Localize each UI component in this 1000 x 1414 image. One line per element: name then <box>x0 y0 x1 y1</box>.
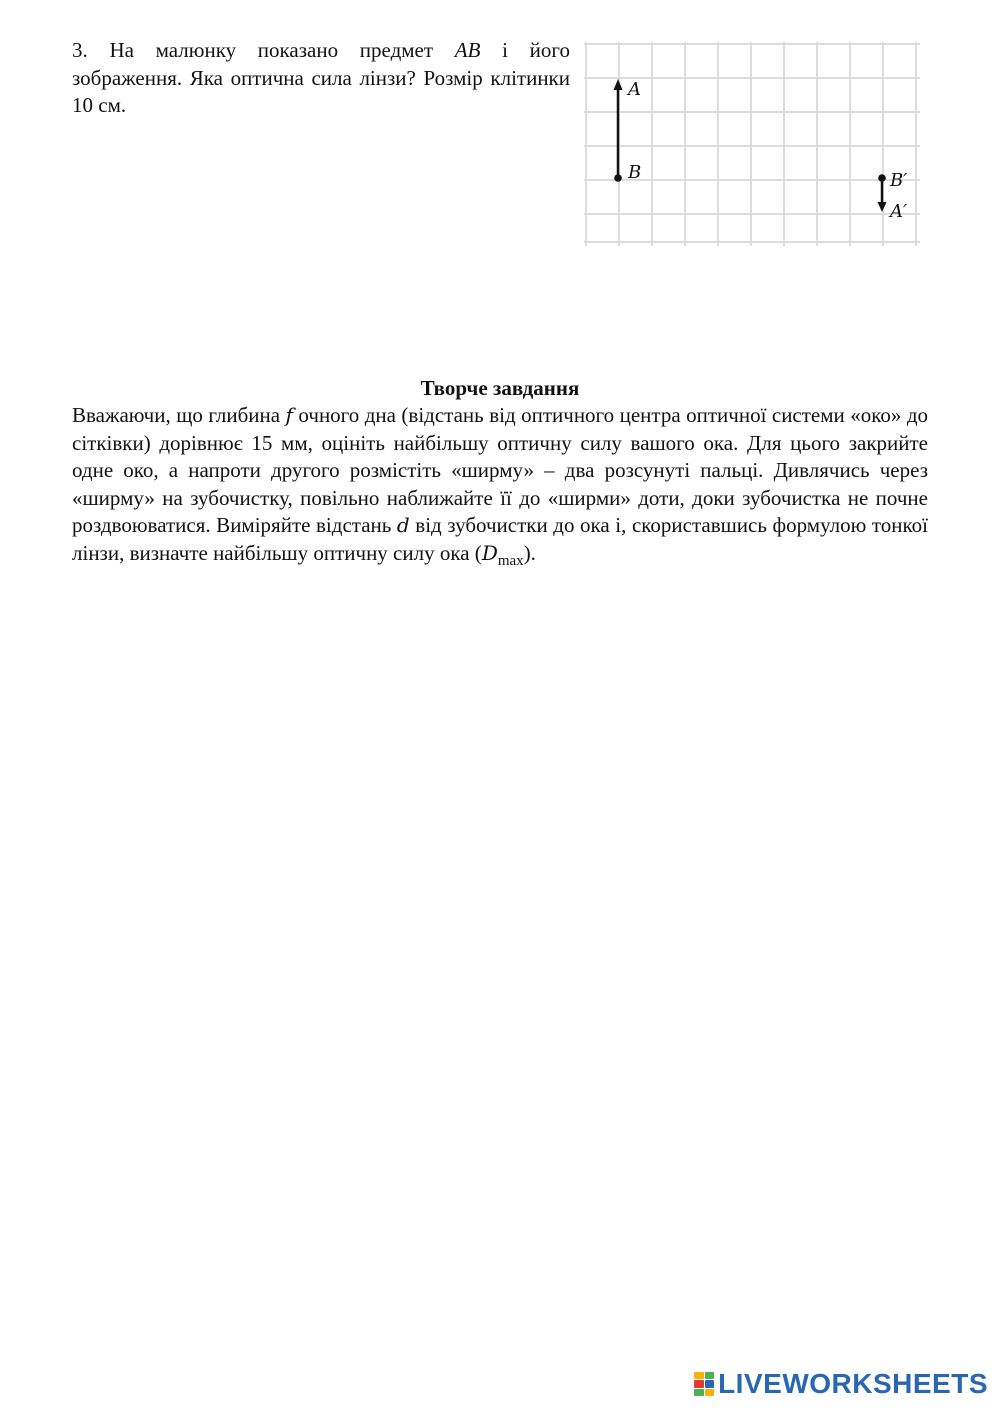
image-arrowhead <box>878 202 887 212</box>
task-text-before: На малюнку показано предмет <box>109 38 434 62</box>
label-b: B <box>628 162 642 183</box>
task-text-after: і його зображення. Яка оптична сила лінзи? Розмір клітинки 10 см. <box>72 38 570 117</box>
creative-text-1: Вважаючи, що глибина <box>72 403 281 427</box>
object-label: AB <box>454 38 481 62</box>
label-a-prime: A′ <box>890 201 908 222</box>
grid-svg <box>584 42 920 246</box>
creative-text-3: від зубочистки до ока і, скориставшись формулою тонкої лінзи, визначте найбільшу оптичну силу ока ( <box>72 513 929 565</box>
logo-text: LIVEWORKSHEETS <box>718 1368 988 1399</box>
var-d-max: D <box>481 540 498 565</box>
creative-text-2: очного дна (відстань від оптичного центра оптичної системи «око» до сітківки) дорівнює 15 мм, оцініть найбільшу оптичну силу вашого ока. Для цього закрийте одне око, а напроти другого розмістіть «ширму» – два розсунуті пальці. Дивлячись через «ширму» на зубочистку, повільно наближайте її до «ширми» доти, доки зубочистка не почне роздвоюватися. Виміряйте відстань <box>72 403 929 537</box>
liveworksheets-logo[interactable] <box>694 1368 988 1400</box>
object-arrowhead <box>614 79 623 90</box>
task-number: 3. <box>72 38 88 62</box>
task-3-text <box>72 37 570 120</box>
var-f: f <box>285 403 293 427</box>
object-point-b <box>614 174 622 182</box>
label-a: A <box>628 79 641 100</box>
creative-text-4: ). <box>523 540 536 565</box>
creative-task-title: Творче завдання <box>420 376 580 400</box>
lens-grid-figure <box>584 42 920 246</box>
grid-lines <box>584 42 920 246</box>
label-b-prime: B′ <box>890 170 908 191</box>
subscript-max: max <box>497 552 524 569</box>
var-d: d <box>396 513 410 537</box>
logo-mark-icon <box>694 1372 714 1396</box>
image-point-b-prime <box>878 174 886 182</box>
creative-task-text <box>72 402 928 567</box>
